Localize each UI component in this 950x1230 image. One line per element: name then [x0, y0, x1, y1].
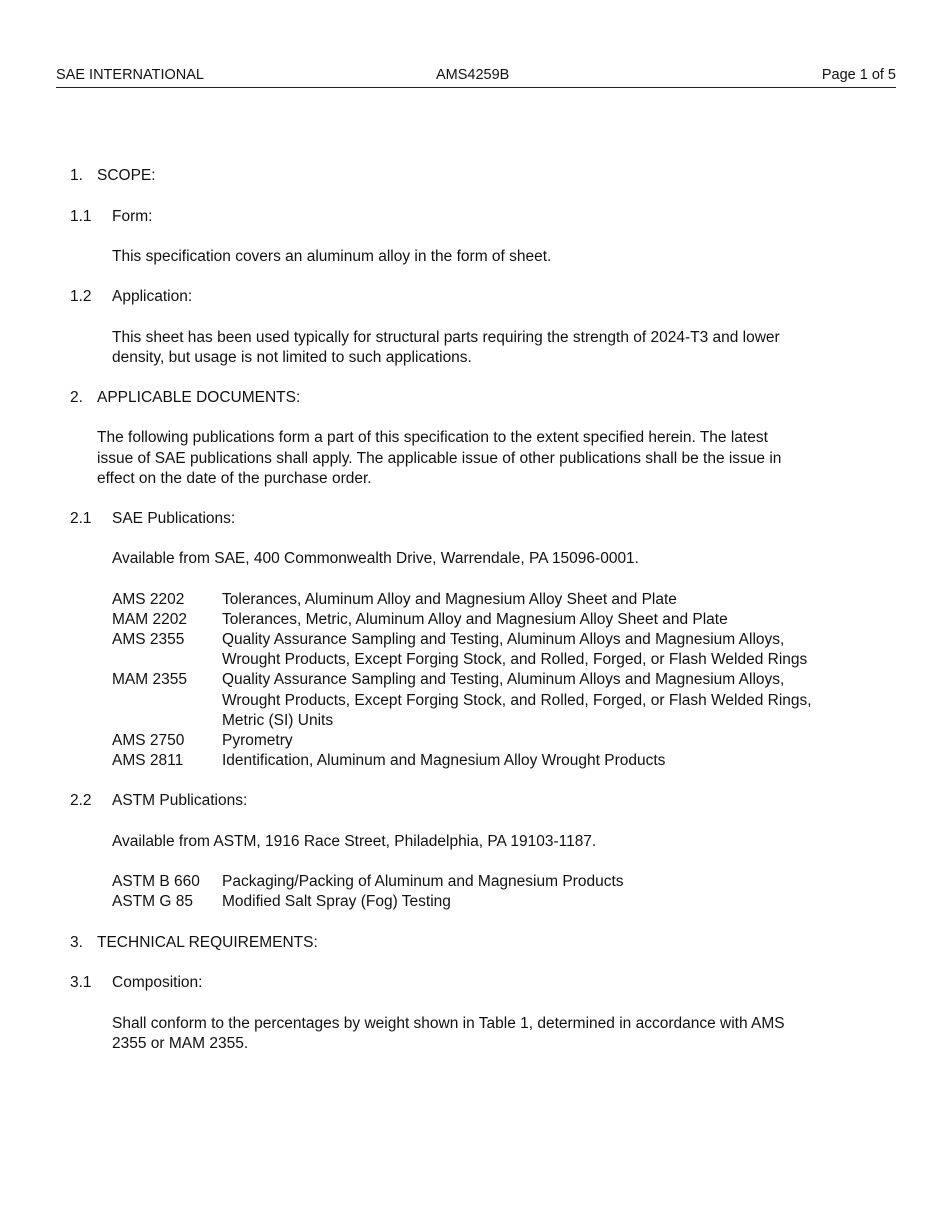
reference-code: AMS 2355 [112, 631, 185, 648]
reference-code: AMS 2750 [112, 732, 185, 749]
reference-code: AMS 2811 [112, 752, 184, 769]
section-number: 2.2 [70, 792, 92, 809]
section-number: 1.1 [70, 208, 92, 225]
reference-title: Wrought Products, Except Forging Stock, and Rolled, Forged, or Flash Welded Rings [222, 651, 808, 668]
section-3-1-body-line: Shall conform to the percentages by weight shown in Table 1, determined in accordance with AMS [112, 1015, 785, 1032]
section-2-body-line: issue of SAE publications shall apply. The applicable issue of other publications shall be the issue in [97, 450, 782, 467]
section-number: 2.1 [70, 510, 92, 527]
reference-code: MAM 2202 [112, 611, 187, 628]
section-title: APPLICABLE DOCUMENTS: [97, 389, 301, 406]
section-2-body-line: The following publications form a part of this specification to the extent specified herein. The latest [97, 429, 768, 446]
reference-title: Identification, Aluminum and Magnesium Alloy Wrought Products [222, 752, 666, 769]
section-title: Composition: [112, 974, 203, 991]
reference-code: MAM 2355 [112, 671, 187, 688]
reference-title: Modified Salt Spray (Fog) Testing [222, 893, 451, 910]
section-number: 1.2 [70, 288, 92, 305]
reference-code: AMS 2202 [112, 591, 185, 608]
header-organization: SAE INTERNATIONAL [56, 67, 204, 83]
section-title: SCOPE: [97, 167, 156, 184]
section-3-1-body-line: 2355 or MAM 2355. [112, 1035, 249, 1052]
section-title: SAE Publications: [112, 510, 236, 527]
reference-title: Packaging/Packing of Aluminum and Magnesium Products [222, 873, 624, 890]
section-1-2-body-line: density, but usage is not limited to such applications. [112, 349, 472, 366]
section-2-body-line: effect on the date of the purchase order. [97, 470, 372, 487]
astm-availability: Available from ASTM, 1916 Race Street, Philadelphia, PA 19103-1187. [112, 833, 597, 850]
section-title: ASTM Publications: [112, 792, 248, 809]
reference-title: Pyrometry [222, 732, 293, 749]
section-title: Application: [112, 288, 193, 305]
reference-title: Wrought Products, Except Forging Stock, and Rolled, Forged, or Flash Welded Rings, [222, 692, 812, 709]
reference-code: ASTM G 85 [112, 893, 193, 910]
page-header [56, 67, 896, 88]
section-number: 3.1 [70, 974, 92, 991]
reference-title: Metric (SI) Units [222, 712, 334, 729]
reference-title: Tolerances, Metric, Aluminum Alloy and Magnesium Alloy Sheet and Plate [222, 611, 728, 628]
section-1-2-body-line: This sheet has been used typically for structural parts requiring the strength of 2024-T3 and lower [112, 329, 780, 346]
reference-title: Quality Assurance Sampling and Testing, Aluminum Alloys and Magnesium Alloys, [222, 631, 785, 648]
section-1-1-body: This specification covers an aluminum alloy in the form of sheet. [112, 248, 552, 265]
sae-availability: Available from SAE, 400 Commonwealth Drive, Warrendale, PA 15096-0001. [112, 550, 639, 567]
header-document-number: AMS4259B [436, 67, 510, 83]
section-number: 2. [70, 389, 83, 406]
header-page-number: Page 1 of 5 [821, 67, 896, 83]
section-title: Form: [112, 208, 153, 225]
reference-title: Quality Assurance Sampling and Testing, Aluminum Alloys and Magnesium Alloys, [222, 671, 785, 688]
section-title: TECHNICAL REQUIREMENTS: [97, 934, 318, 951]
reference-code: ASTM B 660 [112, 873, 200, 890]
section-number: 1. [70, 167, 83, 184]
reference-title: Tolerances, Aluminum Alloy and Magnesium Alloy Sheet and Plate [222, 591, 677, 608]
section-number: 3. [70, 934, 83, 951]
